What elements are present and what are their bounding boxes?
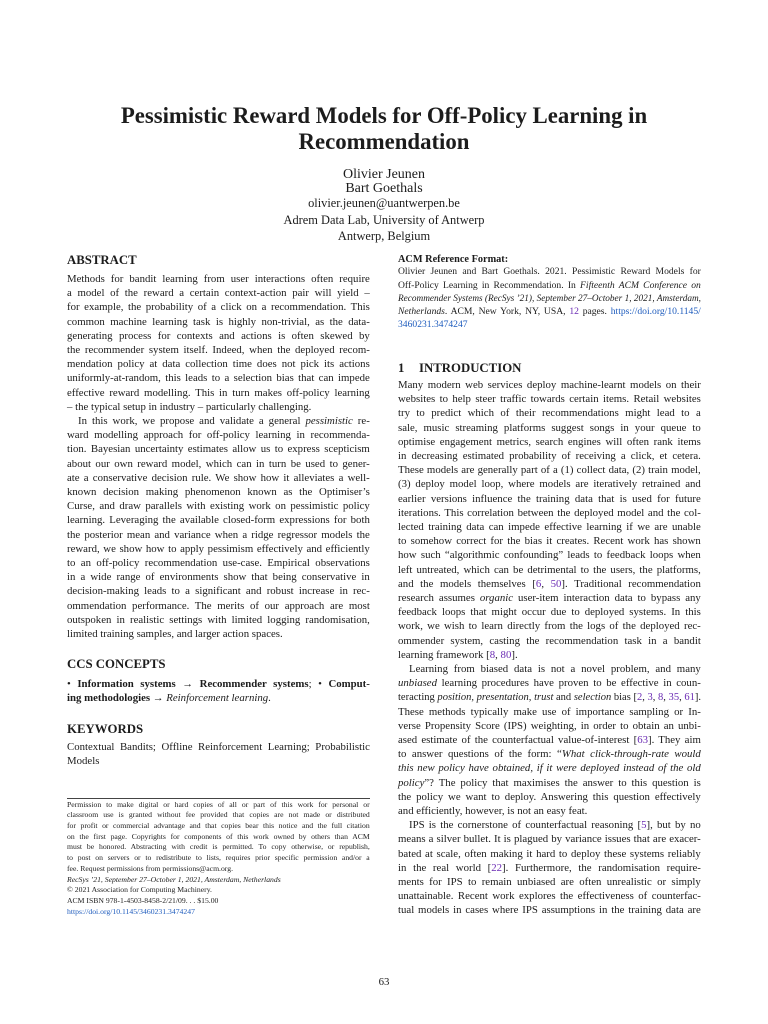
emphasis-text: RecSys ’21, September 27–October 1, 2021, Amsterdam, Netherlands — [67, 874, 281, 884]
text-line — [398, 563, 701, 577]
emphasis-text: pessimistic — [305, 415, 353, 428]
paper-title — [0, 103, 768, 155]
text-line — [67, 832, 370, 843]
line-text: in a wide range of environments show that being conservative in — [67, 571, 370, 584]
text-line — [398, 690, 701, 704]
line-text: earlier versions influence the training data that is used for future — [398, 492, 701, 505]
line-text: in the real world [22]. Furthermore, the randomisation require- — [398, 861, 701, 874]
line-text — [67, 907, 195, 918]
bold-text: Recommender systems — [199, 677, 309, 690]
text-line — [398, 477, 701, 491]
line-text: in decreasing estimated probability of receiving a click, et cetera. — [398, 449, 701, 462]
emphasis-text: What click-through-rate would — [561, 748, 701, 761]
line-text: policy”? The policy that maximises the answer to this question is — [398, 776, 701, 789]
emphasis-text: unbiased — [398, 677, 437, 690]
line-text: generating process for contexts and actions is often skewed by — [67, 329, 370, 342]
text-line — [67, 329, 370, 343]
bold-text: Comput- — [328, 677, 370, 690]
text-line — [67, 442, 370, 456]
text-line — [398, 634, 701, 648]
line-text: In this work, we propose and validate a general pessimistic re- — [78, 415, 370, 428]
title-line: Pessimistic Reward Models for Off-Policy Learning in — [120, 103, 648, 128]
text-line — [67, 286, 370, 300]
line-text: decision-making leads to a significant and robust increase in rec- — [67, 585, 370, 598]
author-affiliation: Adrem Data Lab, University of Antwerp — [283, 212, 485, 227]
line-text: effective reward modelling. This in turn makes off-policy learning — [67, 386, 370, 399]
text-line — [398, 832, 701, 846]
text-line — [398, 577, 701, 591]
line-text: Permission to make digital or hard copies of all or part of this work for personal or — [67, 799, 370, 809]
text-line — [67, 800, 370, 811]
line-text: a model of the reward a certain context-action pair will yield – — [67, 287, 370, 300]
text-line — [398, 804, 701, 818]
line-text: ing methodologies → Reinforcement learning. — [67, 692, 271, 705]
emphasis-text: position, presentation, trust — [437, 691, 554, 704]
line-text: websites to help steer traffic towards certain items. Retail websites — [398, 393, 701, 406]
line-text: Curse, and draw parallels with existing work on pessimistic policy — [67, 500, 370, 513]
doi-link[interactable]: https://doi.org/10.1145/3460231.3474247 — [67, 906, 195, 916]
text-line — [398, 492, 701, 506]
line-text: Learning from biased data is not a novel problem, and many — [409, 662, 701, 675]
line-text: fee. Request permissions from permissions@acm.org. — [67, 863, 233, 873]
doi-link[interactable]: https://doi.org/10.1145/ — [610, 306, 701, 318]
line-text: Off-Policy Learning in Recommendation. In Fifteenth ACM Conference on — [398, 279, 701, 291]
author-location: Antwerp, Belgium — [337, 229, 431, 243]
line-text: Many modern web services deploy machine-learnt models on their — [398, 378, 701, 391]
author-contact — [0, 195, 768, 245]
author-list — [0, 168, 768, 195]
title-line: Recommendation — [298, 129, 470, 154]
line-text: reward, we show how to apply pessimism effectively and efficiently — [67, 542, 370, 555]
text-line — [398, 292, 701, 305]
emphasis-text: Netherlands — [398, 306, 445, 318]
text-line — [398, 435, 701, 449]
line-text: the recommender system itself. Indeed, when the deployed recom- — [67, 344, 370, 357]
line-text: teracting position, presentation, trust and selection bias [2, 3, 8, 35, 61]. — [398, 691, 701, 704]
text-line — [67, 875, 370, 886]
line-text: learning framework [8, 80]. — [398, 648, 518, 661]
line-text: classroom use is granted without fee provided that copies are not made or distributed — [67, 810, 370, 820]
page-number: 63 — [378, 976, 390, 988]
line-text: Methods for bandit learning from user interactions often require — [67, 273, 370, 285]
text-line — [398, 534, 701, 548]
line-text: outspoken in realistic settings with limited logging randomisation, — [67, 613, 370, 626]
text-line — [398, 889, 701, 903]
text-line — [67, 677, 370, 691]
text-line — [67, 428, 370, 442]
line-text: to an off-policy recommendation use-case. Empirical observations — [67, 557, 370, 570]
reference-link[interactable]: 61 — [684, 691, 695, 704]
line-text: ward modelling approach for off-policy learning in recommenda- — [67, 429, 370, 442]
ccs-concepts-body — [67, 677, 370, 705]
reference-link[interactable]: 63 — [637, 733, 648, 746]
line-text: unattainable. Recent work explores the effectiveness of counterfac- — [398, 890, 701, 903]
line-text: to answer questions of the form: “What click-through-rate would — [398, 748, 701, 761]
text-line — [67, 528, 370, 542]
text-line — [398, 463, 701, 477]
reference-link[interactable]: 35 — [668, 691, 680, 704]
text-line — [398, 265, 701, 278]
line-text: how such “algorithmic confounding” leads to feedback loops when — [398, 549, 701, 562]
text-line — [398, 761, 701, 775]
line-text: work, we wish to learn directly from the logs of the deployed rec- — [398, 620, 701, 633]
text-line — [398, 548, 701, 562]
line-text: for example, the probability of a click on a recommendation. This — [67, 301, 370, 314]
author-email[interactable]: olivier.jeunen@uantwerpen.be — [308, 196, 460, 210]
line-text: uniformly-at-random, this leads to a selection bias that can impede — [67, 372, 370, 385]
line-text: • Information systems → Recommender systems; • Comput- — [67, 677, 370, 690]
line-text: – the typical setup in industry – particularly challenging. — [67, 400, 312, 413]
emphasis-text: Fifteenth ACM Conference on — [580, 279, 701, 291]
text-line — [398, 318, 701, 331]
keywords-heading: KEYWORDS — [67, 722, 144, 736]
author-name: Bart Goethals — [345, 180, 423, 196]
line-text: ommendation performance. The merits of our approach are most — [67, 599, 370, 612]
line-text: optimise engagement metrics, search engines will often rank items — [398, 435, 701, 448]
text-line — [67, 613, 370, 627]
text-line — [398, 790, 701, 804]
line-text: Contextual Bandits; Offline Reinforcement Learning; Probabilistic — [67, 741, 370, 753]
text-line — [398, 605, 701, 619]
line-text: left untreated, which can be detrimental to the users, the platforms, — [398, 563, 701, 576]
line-text: sale, music streaming platforms suggest songs in your queue to — [398, 421, 701, 434]
text-line — [398, 279, 701, 292]
reference-format-heading: ACM Reference Format: — [398, 254, 509, 265]
reference-link[interactable]: 50 — [550, 577, 562, 590]
reference-link[interactable]: 2 — [636, 691, 643, 704]
text-line — [398, 861, 701, 875]
text-line — [398, 676, 701, 690]
line-text: must be honored. Abstracting with credit is permitted. To copy otherwise, or republish, — [67, 842, 370, 852]
text-line — [67, 599, 370, 613]
text-line — [67, 556, 370, 570]
emphasis-text: this new policy have obtained, if it were deployed instead of the old — [398, 762, 701, 775]
text-line — [67, 691, 370, 705]
emphasis-text: Reinforcement learning — [166, 692, 269, 705]
text-line — [67, 343, 370, 357]
line-text: research assumes organic user-item interaction data to bypass any — [398, 591, 701, 604]
introduction-body — [398, 378, 701, 918]
line-text: for profit or commercial advantage and that copies bear this notice and the full citation — [67, 821, 370, 830]
text-line — [67, 842, 370, 853]
text-line — [398, 421, 701, 435]
line-text — [398, 761, 701, 775]
reference-link[interactable]: 6 — [535, 577, 542, 590]
author-name: Olivier Jeunen — [342, 167, 426, 182]
text-line — [67, 627, 370, 641]
text-line — [398, 662, 701, 676]
line-text: (3) deploy model loop, where models are iteratively retrained and — [398, 478, 701, 491]
section-number: 1 — [398, 361, 405, 375]
text-line — [67, 400, 370, 414]
line-text: ate a conservative decision rule. We show how it alleviates a well- — [67, 471, 370, 484]
text-line — [67, 457, 370, 471]
line-text: verse Propensity Score (IPS) weighting, in order to obtain an unbi- — [398, 719, 701, 732]
line-text: and efficiently, however, is not an easy feat. — [398, 804, 588, 817]
text-line — [67, 386, 370, 400]
line-text: IPS is the cornerstone of counterfactual reasoning [5], but by no — [409, 819, 701, 832]
reference-link[interactable]: 8 — [489, 648, 496, 661]
reference-link[interactable]: 80 — [500, 648, 512, 661]
emphasis-text: organic — [479, 591, 514, 604]
reference-link[interactable]: 8 — [658, 691, 664, 704]
line-text: These methods typically make use of importance sampling or In- — [398, 705, 701, 718]
line-text: known decision making phenomenon known as the Optimiser’s — [67, 486, 370, 499]
abstract-body — [67, 272, 370, 641]
text-line — [398, 847, 701, 861]
line-text: tual models in cases where IPS assumptions in the training data are — [398, 904, 701, 917]
text-line — [67, 754, 370, 768]
text-line — [67, 485, 370, 499]
text-line — [67, 414, 370, 428]
text-line — [67, 864, 370, 875]
text-line — [398, 378, 701, 392]
abstract-heading: ABSTRACT — [67, 253, 137, 267]
text-line — [67, 810, 370, 821]
line-text: on the first page. Copyrights for components of this work owned by others than ACM — [67, 831, 370, 841]
text-line — [67, 740, 370, 754]
line-text: common machine learning task is highly non-trivial, as the data- — [67, 315, 370, 328]
line-text: ments for IPS to remain unbiased are often unrealistic or simply — [398, 876, 701, 888]
text-line — [398, 392, 701, 406]
bold-text: ing methodologies — [67, 692, 151, 705]
text-line — [67, 371, 370, 385]
text-line — [67, 570, 370, 584]
line-text: bated at scale, often making it hard to deploy these systems reliably — [398, 847, 701, 860]
text-line — [67, 584, 370, 598]
text-line — [398, 305, 701, 318]
text-line — [398, 747, 701, 761]
text-line — [67, 357, 370, 371]
introduction-heading — [398, 360, 701, 376]
line-text — [398, 292, 701, 305]
bold-text: Information systems — [77, 677, 176, 690]
line-text: to post on servers or to redistribute to lists, requires prior specific permission and/or a — [67, 853, 370, 863]
text-line — [67, 272, 370, 286]
text-line — [398, 705, 701, 719]
line-text: These models are generally part of a (1) collect data, (2) train model, — [398, 464, 701, 477]
text-line — [67, 542, 370, 556]
text-line — [67, 300, 370, 314]
line-text: ased estimate of the counterfactual value-of-interest [63]. They aim — [398, 733, 701, 746]
text-line — [67, 513, 370, 527]
text-line — [398, 719, 701, 733]
text-line — [67, 853, 370, 864]
ccs-concepts-heading: CCS CONCEPTS — [67, 657, 166, 671]
text-line — [67, 821, 370, 832]
reference-link[interactable]: 3 — [647, 691, 653, 704]
text-line — [398, 903, 701, 917]
line-text: means a silver bullet. It is plagued by variance issues that are exacer- — [398, 833, 701, 846]
line-text: the posterior mean and variance when a ridge regressor models the — [67, 528, 370, 541]
text-line — [398, 733, 701, 747]
text-line — [67, 885, 370, 896]
section-title: INTRODUCTION — [419, 361, 522, 375]
line-text: Netherlands. ACM, New York, NY, USA, 12 pages. https://doi.org/10.1145/ — [398, 306, 701, 318]
line-text: Olivier Jeunen and Bart Goethals. 2021. Pessimistic Reward Models for — [398, 266, 701, 278]
line-text: ommender system, casting the recommendation task in a bandit — [398, 634, 701, 647]
text-line — [398, 776, 701, 790]
line-text: try to predict which of their recommendations might lead to a — [398, 407, 701, 420]
reference-link[interactable]: 22 — [491, 861, 503, 874]
line-text: feedback loops that might occur due to deployed systems. In this — [398, 606, 701, 619]
text-line — [398, 449, 701, 463]
keywords-body — [67, 740, 370, 768]
line-text: ACM ISBN 978-1-4503-8458-2/21/09. . . $15.00 — [67, 895, 219, 905]
text-line — [398, 648, 701, 662]
line-text: to somehow correct for the bias it creates. Recent work has shown — [398, 535, 701, 548]
line-text: learning. Leveraging the available closed-form expressions for both — [67, 514, 370, 527]
text-line — [398, 406, 701, 420]
line-text: © 2021 Association for Computing Machinery. — [67, 885, 212, 895]
reference-link[interactable]: 5 — [641, 819, 647, 832]
text-line — [398, 818, 701, 832]
emphasis-text: policy — [398, 776, 425, 789]
line-text: unbiased learning procedures have proven to be effective in coun- — [398, 677, 701, 690]
line-text: about our own reward model, which can in turn be used to gener- — [67, 457, 370, 470]
line-text — [398, 318, 468, 331]
line-text — [67, 875, 281, 886]
text-line — [398, 506, 701, 520]
line-text: limited training samples, and larger action spaces. — [67, 628, 283, 641]
line-text: the policy we want to deploy. Answering this question effectively — [398, 790, 701, 803]
line-text: iterations. This correlation between the deployed model and the col- — [398, 506, 701, 519]
text-line — [398, 520, 701, 534]
text-line — [67, 896, 370, 907]
text-line — [398, 875, 701, 889]
doi-link[interactable]: 3460231.3474247 — [398, 319, 468, 331]
reference-link[interactable]: 12 — [569, 306, 579, 318]
permission-block — [67, 800, 370, 918]
emphasis-text: selection — [573, 691, 612, 704]
emphasis-text: Recommender Systems (RecSys ’21), September 27–October 1, 2021, Amsterdam, — [398, 292, 701, 304]
line-text: mendation policy at data collection time does not pick its actions — [67, 358, 370, 371]
text-line — [67, 499, 370, 513]
text-line — [398, 619, 701, 633]
reference-format-body — [398, 265, 701, 331]
text-line — [67, 907, 370, 918]
text-line — [398, 591, 701, 605]
line-text: tion. Bayesian uncertainty estimates allow us to express scepticism — [67, 443, 370, 456]
text-line — [67, 471, 370, 485]
line-text: Models — [67, 755, 100, 768]
text-line — [67, 315, 370, 329]
line-text: and the models themselves [6, 50]. Traditional recommendation — [398, 577, 701, 590]
line-text: lected training data can impede effective learning if we are unable — [398, 520, 701, 533]
